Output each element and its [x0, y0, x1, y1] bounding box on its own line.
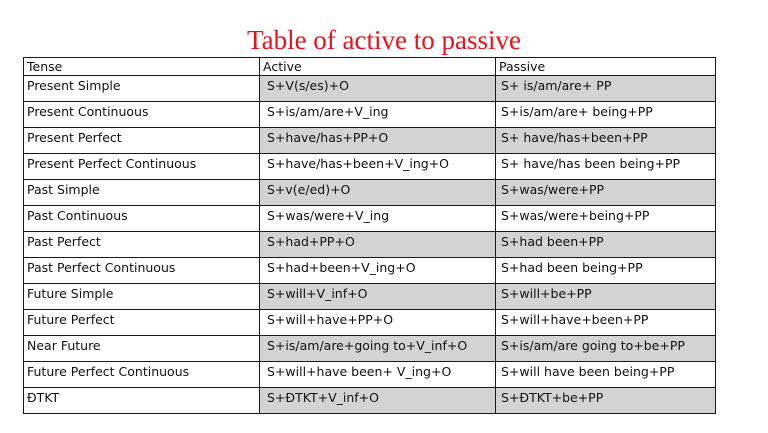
passive-cell: S+is/am/are+ being+PP [496, 102, 716, 128]
tense-cell: ĐTKT [24, 388, 260, 414]
active-cell: S+is/am/are+V_ing [260, 102, 496, 128]
table-row [24, 388, 716, 414]
active-cell: S+was/were+V_ing [260, 206, 496, 232]
active-cell: S+will+have+PP+O [260, 310, 496, 336]
tense-cell: Present Perfect Continuous [24, 154, 260, 180]
table-row [24, 284, 716, 310]
active-cell: S+V(s/es)+O [260, 76, 496, 102]
table-row [24, 232, 716, 258]
active-cell: S+v(e/ed)+O [260, 180, 496, 206]
passive-cell: S+had been being+PP [496, 258, 716, 284]
tense-cell: Future Simple [24, 284, 260, 310]
table-row [24, 128, 716, 154]
header-passive: Passive [496, 58, 716, 76]
tense-cell: Present Simple [24, 76, 260, 102]
passive-cell: S+was/were+PP [496, 180, 716, 206]
tense-cell: Present Perfect [24, 128, 260, 154]
passive-cell: S+will+be+PP [496, 284, 716, 310]
active-cell: S+had+PP+O [260, 232, 496, 258]
passive-cell: S+had been+PP [496, 232, 716, 258]
active-cell: S+is/am/are+going to+V_inf+O [260, 336, 496, 362]
passive-cell: S+is/am/are going to+be+PP [496, 336, 716, 362]
tense-cell: Future Perfect [24, 310, 260, 336]
table-row [24, 310, 716, 336]
passive-cell: S+was/were+being+PP [496, 206, 716, 232]
table-header-row [24, 58, 716, 76]
active-cell: S+had+been+V_ing+O [260, 258, 496, 284]
header-tense: Tense [24, 58, 260, 76]
active-passive-table [23, 57, 716, 414]
tense-cell: Future Perfect Continuous [24, 362, 260, 388]
active-cell: S+have/has+PP+O [260, 128, 496, 154]
passive-cell: S+ have/has been being+PP [496, 154, 716, 180]
passive-cell: S+will have been being+PP [496, 362, 716, 388]
tense-cell: Past Simple [24, 180, 260, 206]
active-cell: S+have/has+been+V_ing+O [260, 154, 496, 180]
tense-cell: Present Continuous [24, 102, 260, 128]
table-body [24, 76, 716, 414]
tense-cell: Near Future [24, 336, 260, 362]
table-row [24, 154, 716, 180]
active-cell: S+will+have been+ V_ing+O [260, 362, 496, 388]
page-title: Table of active to passive [246, 25, 521, 55]
table-row [24, 258, 716, 284]
active-cell: S+ĐTKT+V_inf+O [260, 388, 496, 414]
passive-cell: S+ have/has+been+PP [496, 128, 716, 154]
table-row [24, 362, 716, 388]
table-row [24, 76, 716, 102]
tense-cell: Past Perfect Continuous [24, 258, 260, 284]
table-row [24, 336, 716, 362]
tense-cell: Past Continuous [24, 206, 260, 232]
passive-cell: S+will+have+been+PP [496, 310, 716, 336]
table-row [24, 102, 716, 128]
tense-cell: Past Perfect [24, 232, 260, 258]
table-row [24, 206, 716, 232]
table-row [24, 180, 716, 206]
passive-cell: S+ĐTKT+be+PP [496, 388, 716, 414]
header-active: Active [260, 58, 496, 76]
passive-cell: S+ is/am/are+ PP [496, 76, 716, 102]
active-cell: S+will+V_inf+O [260, 284, 496, 310]
